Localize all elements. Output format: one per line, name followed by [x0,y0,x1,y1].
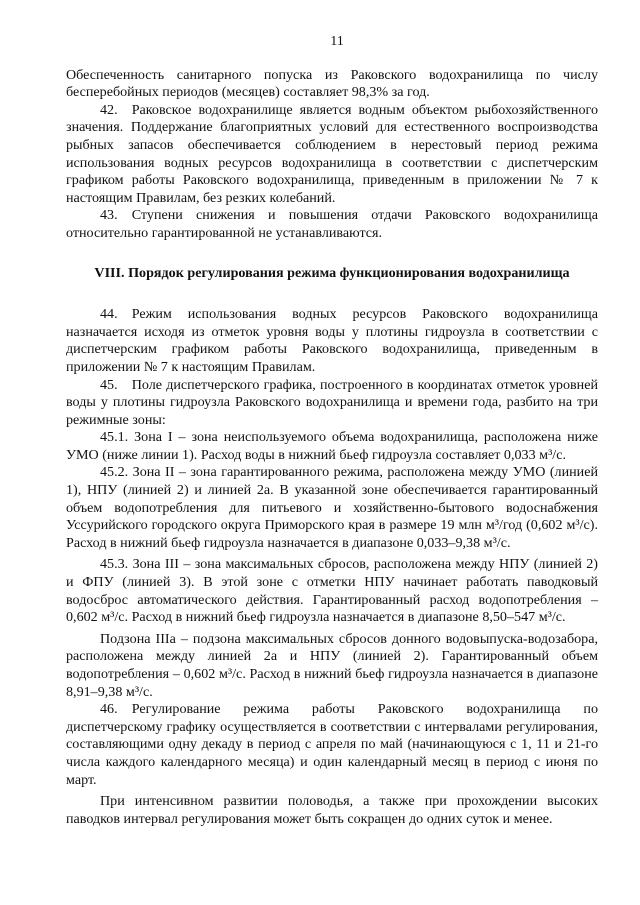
paragraph-45-3: 45.3. Зона III – зона максимальных сбросов, расположена между НПУ (линией 2) и ФПУ (линией 3). В этой зоне с отметки НПУ начинает работать паводковый водосброс автоматического действия. Гарантированный расход водопотребления – 0,602 м³/с. Расход в нижний бьеф гидроузла назначается в диапазоне 8,50–547 м³/с. [66,556,598,626]
section-heading: VIII. Порядок регулирования режима функционирования водохранилища [94,264,570,281]
paragraph-subzone-3a: Подзона IIIа – подзона максимальных сбросов донного водовыпуска-водозабора, расположена между линией 2а и НПУ (линией 2). Гарантированный объем водопотребления – 0,602 м³/с. Расход в нижний бьеф гидроузла назначается в диапазоне 8,91–9,38 м³/с. [66,630,598,700]
paragraph-46: 46. Регулирование режима работы Раковского водохранилища по диспетчерскому графику осуществляется в соответствии с интервалами регулирования, составляющими одну декаду в период с апреля по май (начинающуюся с 1, 11 и 21-го числа каждого календарного месяца) и один календарный месяц в период с июня по март. [66,701,598,788]
page-number: 11 [330,33,344,49]
paragraph-44: 44. Режим использования водных ресурсов Раковского водохранилища назначается исходя из отметок уровня воды у плотины гидроузла в соответствии с диспетчерским графиком работы Раковского водохранилища, приведенным в приложении № 7 к настоящим Правилам. [66,306,598,375]
paragraph-45: 45. Поле диспетчерского графика, построенного в координатах отметок уровней воды у плотины гидроузла Раковского водохранилища и времени года, разбито на три режимные зоны: [66,376,598,428]
paragraph-42: 42. Раковское водохранилище является водным объектом рыбохозяйственного значения. Поддержание благоприятных условий для естественного воспроизводства рыбных запасов обеспечивается соблюдением в нерестовый период режима использования водных ресурсов водохранилища в соответствии с диспетчерским графиком работы Раковского водохранилища, приведенным в приложении № 7 к настоящим Правилам, без резких колебаний. [66,101,598,206]
paragraph-45-2: 45.2. Зона II – зона гарантированного режима, расположена между УМО (линией 1), НПУ (линией 2) и линией 2а. В указанной зоне обеспечивается гарантированный объем водопотребления для питьевого и хозяйственно-бытового водоснабжения Уссурийского городского округа Приморского края в размере 19 млн м³/год (0,602 м³/с). Расход в нижний бьеф гидроузла назначается в диапазоне 0,033–9,38 м³/с. [66,464,598,551]
section-vii-continuation [66,67,598,243]
paragraph-43: 43. Ступени снижения и повышения отдачи Раковского водохранилища относительно гарантированной не устанавливаются. [66,207,598,241]
paragraph-41-continuation: Обеспеченность санитарного попуска из Раковского водохранилища по числу бесперебойных периодов (месяцев) составляет 98,3% за год. [66,66,598,101]
paragraph-45-1: 45.1. Зона I – зона неиспользуемого объема водохранилища, расположена ниже УМО (ниже линии 1). Расход воды в нижний бьеф гидроузла составляет 0,033 м³/с. [66,429,598,463]
paragraph-46-note: При интенсивном развитии половодья, а также при прохождении высоких паводков интервал регулирования может быть сокращен до одних суток и менее. [66,793,598,827]
section-viii-body [66,306,598,828]
